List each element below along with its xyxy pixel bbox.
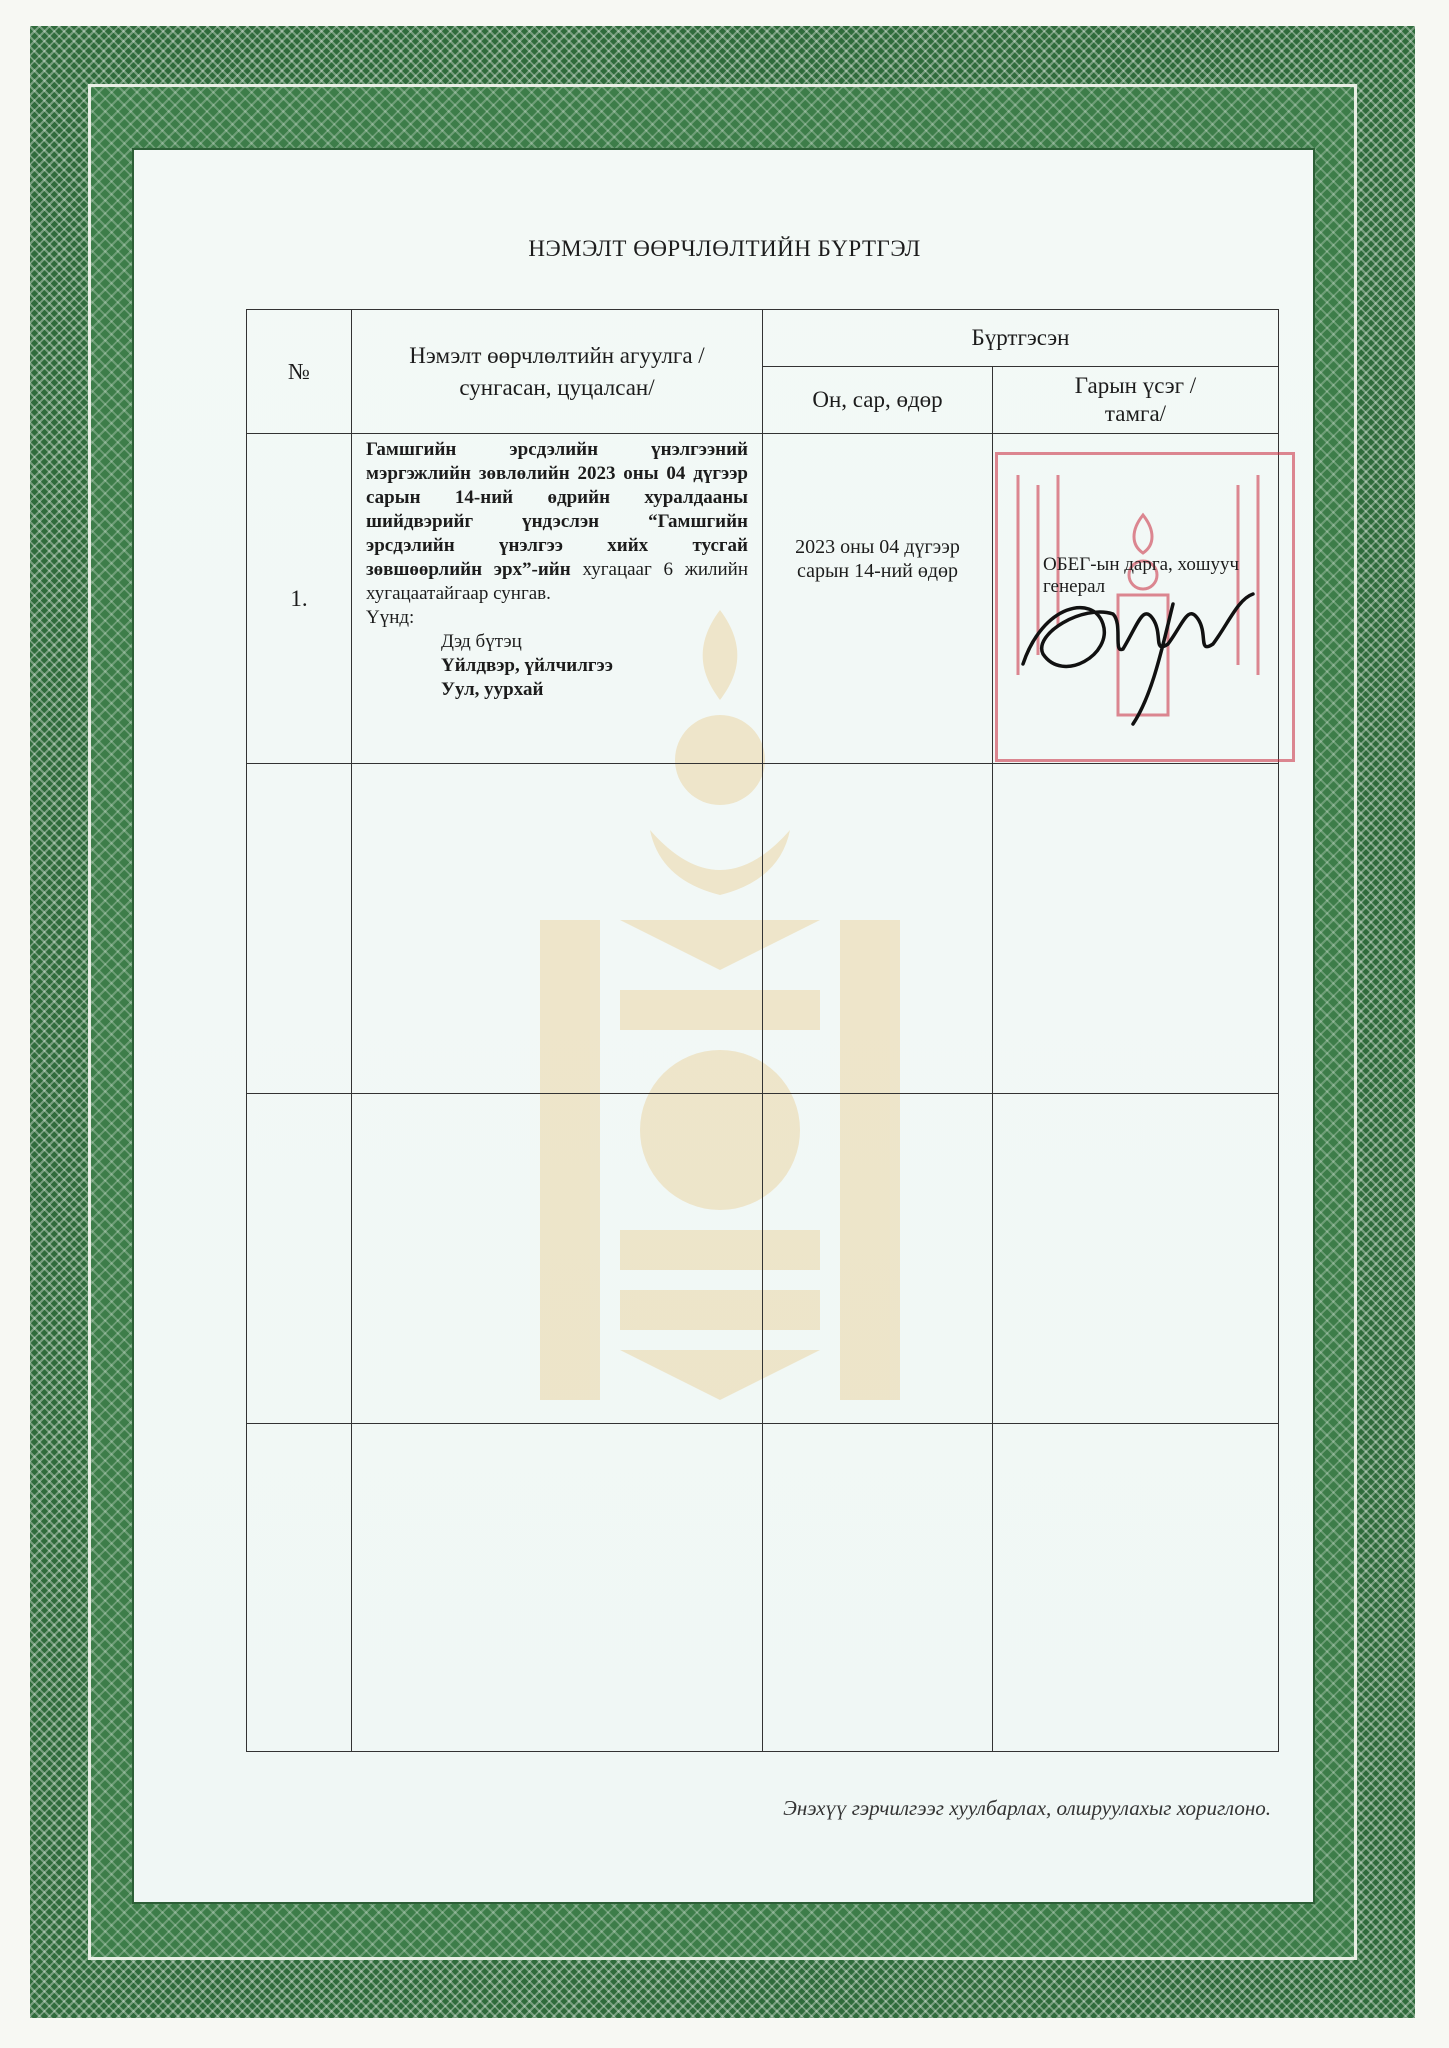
table-row <box>247 1094 1279 1424</box>
row-signature <box>993 434 1279 764</box>
basis-line-1: Дэд бүтэц <box>441 631 522 652</box>
header-content: Нэмэлт өөрчлөлтийн агуулга /сунгасан, цуцалсан/ <box>352 310 763 434</box>
basis-line-3: Уул, уурхай <box>441 679 544 700</box>
content-bold-text: Гамшгийн эрсдэлийн үнэлгээний мэргэжлийн зөвлөлийн 2023 оны 04 дүгээр сарын 14-ний өдрийн хуралдааны шийдвэрийг үндэслэн “Гамшгийн эрсдэлийн үнэлгээ хийх тусгай зөвшөөрлийн эрх”-ийн <box>366 439 748 580</box>
empty-cell <box>247 1094 352 1424</box>
basis-line-2: Үйлдвэр, үйлчилгээ <box>441 655 613 676</box>
row-date: 2023 оны 04 дүгээр сарын 14-ний өдөр <box>763 434 993 764</box>
registration-table <box>246 309 1279 1752</box>
header-number: № <box>247 310 352 434</box>
empty-cell <box>763 764 993 1094</box>
content-normal-text: хугацааг 6 жилийн хугацаатайгаар сунгав. <box>366 559 748 604</box>
table-row <box>247 764 1279 1094</box>
footer-note: Энэхүү гэрчилгээг хуулбарлах, олшруулахыг хориглоно. <box>783 1796 1271 1820</box>
empty-cell <box>352 1424 763 1752</box>
empty-cell <box>352 1094 763 1424</box>
header-signature: Гарын үсэг /тамга/ <box>993 367 1279 434</box>
empty-cell <box>763 1094 993 1424</box>
empty-cell <box>993 1424 1279 1752</box>
signatory-title: ОБЕГ-ын дарга, хошууч генерал <box>1043 554 1240 597</box>
table-row <box>247 1424 1279 1752</box>
empty-cell <box>993 764 1279 1094</box>
header-date: Он, сар, өдөр <box>763 367 993 434</box>
empty-cell <box>993 1094 1279 1424</box>
basis-label: Үүнд: <box>366 607 415 628</box>
empty-cell <box>763 1424 993 1752</box>
header-registered: Бүртгэсэн <box>763 310 1279 367</box>
empty-cell <box>352 764 763 1094</box>
page-title: НЭМЭЛТ ӨӨРЧЛӨЛТИЙН БҮРТГЭЛ <box>528 236 921 261</box>
empty-cell <box>247 1424 352 1752</box>
handwritten-signature-icon <box>1003 544 1273 734</box>
table-row <box>247 434 1279 764</box>
row-content <box>352 434 763 764</box>
row-number: 1. <box>247 434 352 764</box>
empty-cell <box>247 764 352 1094</box>
